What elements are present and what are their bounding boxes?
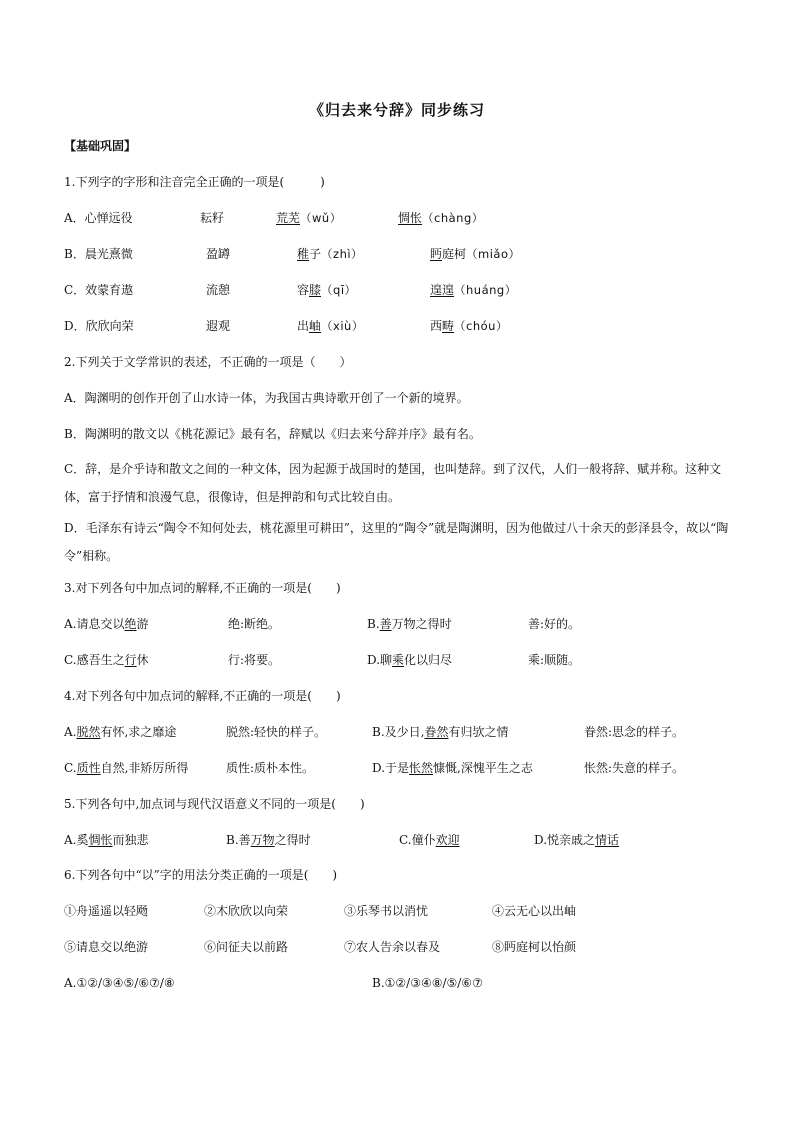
q3-option-c-explain: 行:将要。 xyxy=(228,653,281,667)
q1-stem: 1.下列字的字形和注音完全正确的一项是( ) xyxy=(64,175,325,189)
q4-option-d: D.于是怅然慷慨,深愧平生之志 xyxy=(372,761,533,775)
q6-stem: 6.下列各句中“以”字的用法分类正确的一项是( ) xyxy=(64,868,338,882)
q5-stem: 5.下列各句中,加点词与现代汉语意义不同的一项是( ) xyxy=(64,797,365,811)
q5-option-b: B.善万物之得时 xyxy=(226,833,311,847)
q6-sentence: ⑤请息交以绝游 xyxy=(64,940,149,954)
q4-option-a: A.脱然有怀,求之靡途 xyxy=(64,725,177,739)
q3-option-d: D.聊乘化以归尽 xyxy=(367,653,453,667)
q6-sentence: ①舟遥遥以轻飏 xyxy=(64,904,149,918)
q3-option-a-explain: 绝:断绝。 xyxy=(228,617,281,631)
q6-sentence: ⑥问征夫以前路 xyxy=(204,940,289,954)
worksheet-page: 《归去来兮辞》同步练习 【基础巩固】 1.下列字的字形和注音完全正确的一项是( ) A．心惮远役 耘籽 荒芜（wǔ） 惆怅（chàng） B．晨光熹微 盈罇 稚子（zhì） 眄庭柯（miǎo） C．效蒙育遨 流憩 容膝（qī） 遑遑（huáng） D．欣欣向荣 遐观 出岫（xiù） 西畴（chóu） 2.下列关于文学常识的表述，不正确的一项是（ ） A．陶渊明的创作开创了山水诗一体，为我国古典诗歌开创了一个新的境界。 B．陶渊明的散文以《桃花源记》最有名，辞赋以《归去来兮辞并序》最有名。 C．辞，是介乎诗和散文之间的一种文体，因为起源于战国时的楚国，也叫楚辞。到了汉代，人们一般将辞、赋并称。这种文体，富于抒情和浪漫气息，很像诗，但是押韵和句式比较自由。 D．毛泽东有诗云“陶令不知何处去，桃花源里可耕田”，这里的“陶令”就是陶渊明，因为他做过八十余天的彭泽县令，故以“陶令”相称。 3.对下列各句中加点词的解释,不正确的一项是( ) A.请息交以绝游 绝:断绝。 B.善万物之得时 善:好的。 C.感吾生之行休 行:将要。 D.聊乘化以归尽 乘:顺随。 4.对下列各句中加点词的解释,不正确的一项是( ) A.脱然有怀,求之靡途 脱然:轻快的样子。 B.及少日,眷然有归欤之情 眷然:思念的样子。 C.质性自然,非矫厉所得 质性:质朴本性。 D.于是怅然慷慨,深愧平生之志 怅然:失意的样子。 5.下列各句中,加点词与现代汉语意义不同的一项是( ) A.奚惆怅而独悲 B.善万物之得时 C.僮仆欢迎 D.悦亲戚之情话 6.下列各句中“以”字的用法分类正确的一项是( ) ①舟遥遥以轻飏 ②木欣欣以向荣 ③乐琴书以消忧 ④云无心以出岫 ⑤请息交以绝游 ⑥问征夫以前路 ⑦农人告余以春及 ⑧眄庭柯以怡颜 A.①②/③④⑤/⑥⑦/⑧ B.①②/③④⑧/⑤/⑥⑦ xyxy=(0,0,794,1123)
section-label: 【基础巩固】 xyxy=(64,139,137,153)
q6-option-b: B.①②/③④⑧/⑤/⑥⑦ xyxy=(372,976,483,990)
q6-sentence: ⑧眄庭柯以怡颜 xyxy=(492,940,577,954)
q6-sentence: ②木欣欣以向荣 xyxy=(204,904,289,918)
q3-stem: 3.对下列各句中加点词的解释,不正确的一项是( ) xyxy=(64,581,341,595)
q5-option-a: A.奚惆怅而独悲 xyxy=(64,833,149,847)
q4-option-a-explain: 脱然:轻快的样子。 xyxy=(226,725,327,739)
q4-option-b: B.及少日,眷然有归欤之情 xyxy=(372,725,509,739)
q5-option-c: C.僮仆欢迎 xyxy=(399,833,460,847)
q4-option-b-explain: 眷然:思念的样子。 xyxy=(584,725,685,739)
q2-option-b: B．陶渊明的散文以《桃花源记》最有名，辞赋以《归去来兮辞并序》最有名。 xyxy=(64,427,481,441)
q2-option-a: A．陶渊明的创作开创了山水诗一体，为我国古典诗歌开创了一个新的境界。 xyxy=(64,391,469,405)
q6-option-a: A.①②/③④⑤/⑥⑦/⑧ xyxy=(64,976,175,990)
q4-stem: 4.对下列各句中加点词的解释,不正确的一项是( ) xyxy=(64,689,341,703)
q4-option-c-explain: 质性:质朴本性。 xyxy=(226,761,315,775)
q2-option-c: C．辞，是介乎诗和散文之间的一种文体，因为起源于战国时的楚国，也叫楚辞。到了汉代，人们一般将辞、赋并称。这种文体，富于抒情和浪漫气息，很像诗，但是押韵和句式比较自由。 xyxy=(64,462,722,504)
q2-stem: 2.下列关于文学常识的表述，不正确的一项是（ ） xyxy=(64,355,352,369)
q4-option-c: C.质性自然,非矫厉所得 xyxy=(64,761,189,775)
page-title: 《归去来兮辞》同步练习 xyxy=(308,101,485,119)
q3-option-d-explain: 乘:顺随。 xyxy=(528,653,581,667)
q5-option-d: D.悦亲戚之情话 xyxy=(534,833,620,847)
q6-sentence: ③乐琴书以消忧 xyxy=(344,904,429,918)
q3-option-b-explain: 善:好的。 xyxy=(528,617,581,631)
q3-option-c: C.感吾生之行休 xyxy=(64,653,149,667)
q6-sentence: ⑦农人告余以春及 xyxy=(344,940,441,954)
q2-option-d: D．毛泽东有诗云“陶令不知何处去，桃花源里可耕田”，这里的“陶令”就是陶渊明，因为他做过八十余天的彭泽县令，故以“陶令”相称。 xyxy=(64,521,729,563)
q6-sentence: ④云无心以出岫 xyxy=(492,904,577,918)
q4-option-d-explain: 怅然:失意的样子。 xyxy=(584,761,685,775)
q3-option-b: B.善万物之得时 xyxy=(367,617,452,631)
q3-option-a: A.请息交以绝游 xyxy=(64,617,149,631)
